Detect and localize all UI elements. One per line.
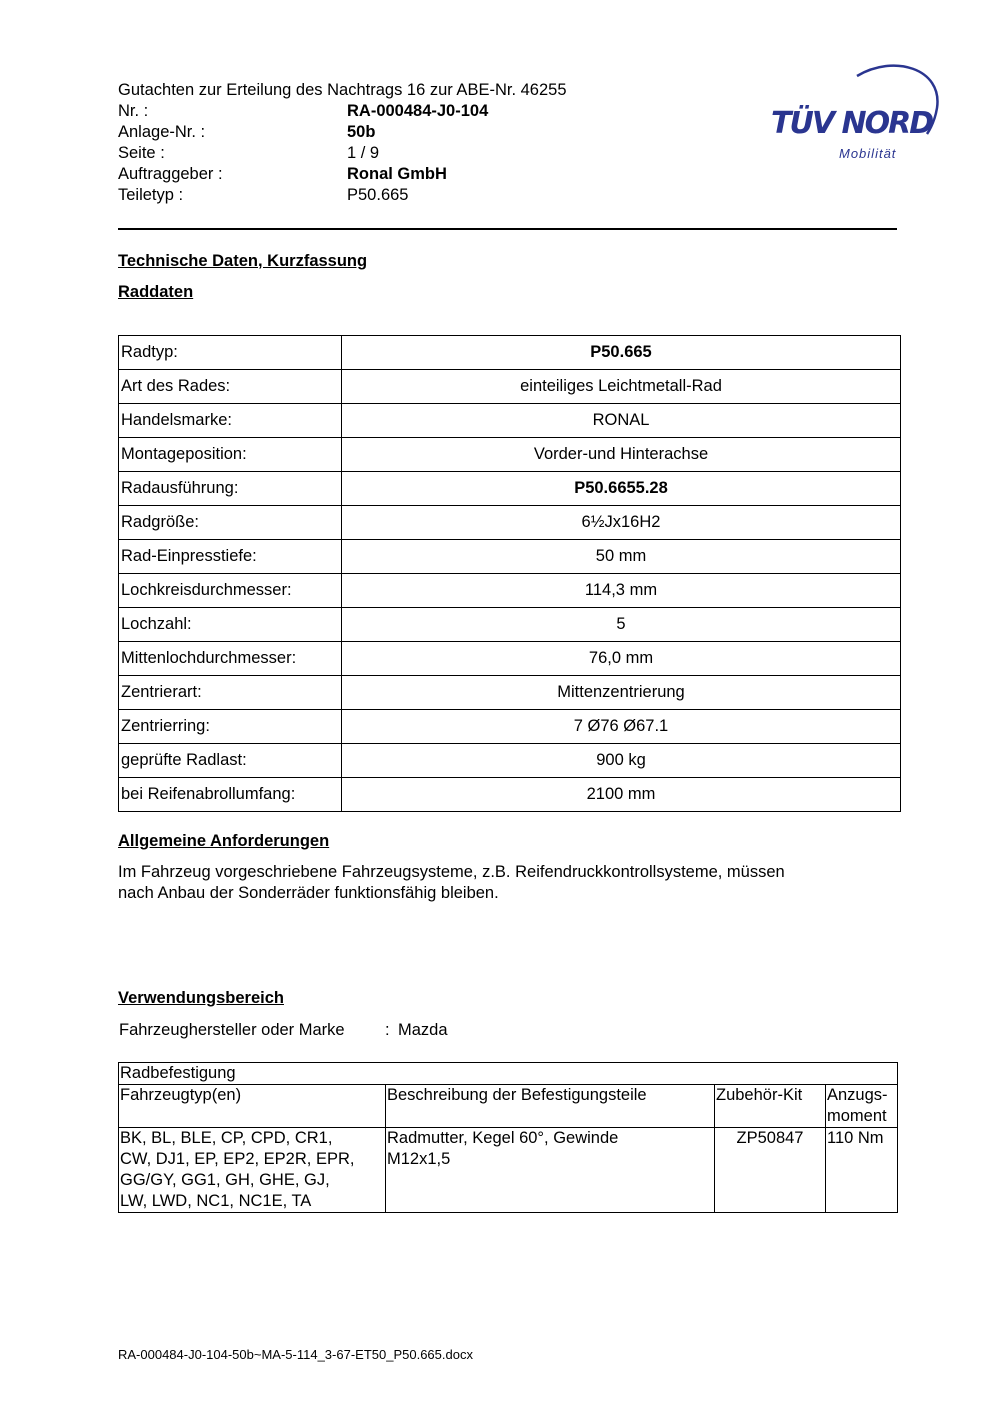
header-label: Anlage-Nr. : (118, 123, 206, 141)
header-row (118, 122, 678, 143)
header-label: Nr. : (118, 102, 149, 120)
footer-filename: RA-000484-J0-104-50b~MA-5-114_3-67-ET50_P50.665.docx (118, 1347, 473, 1362)
raddaten-row (119, 506, 901, 540)
fahrzeugtypen-line: GG/GY, GG1, GH, GHE, GJ, (120, 1171, 330, 1189)
raddaten-value: Vorder-und Hinterachse (342, 438, 901, 472)
hersteller-line (119, 1020, 448, 1041)
raddaten-value: 7 Ø76 Ø67.1 (342, 710, 901, 744)
allgemein-paragraph (118, 862, 785, 904)
section-verwendungsbereich: Verwendungsbereich (118, 989, 284, 1007)
header-row (118, 143, 678, 164)
section-raddaten: Raddaten (118, 283, 194, 301)
raddaten-value: 6½Jx16H2 (342, 506, 901, 540)
header-label: Teiletyp : (118, 186, 184, 204)
header-value: Ronal GmbH (347, 165, 447, 183)
header-value: 1 / 9 (347, 144, 380, 162)
raddaten-value: 5 (342, 608, 901, 642)
raddaten-value: 2100 mm (342, 778, 901, 812)
header-value: 50b (347, 123, 376, 141)
document-header (118, 80, 678, 206)
raddaten-label: Rad-Einpresstiefe: (119, 540, 342, 574)
raddaten-value: RONAL (342, 404, 901, 438)
col-anzugsmoment-line-1: Anzugs- (827, 1086, 888, 1104)
fahrzeugtypen-line: LW, LWD, NC1, NC1E, TA (120, 1192, 312, 1210)
raddaten-row (119, 404, 901, 438)
raddaten-value: Mittenzentrierung (342, 676, 901, 710)
raddaten-row (119, 744, 901, 778)
header-row (118, 185, 678, 206)
raddaten-value: einteiliges Leichtmetall-Rad (342, 370, 901, 404)
raddaten-row (119, 336, 901, 370)
hersteller-label: Fahrzeughersteller oder Marke (119, 1021, 345, 1039)
radbefestigung-table (118, 1062, 898, 1213)
raddaten-label: Lochkreisdurchmesser: (119, 574, 342, 608)
header-value: RA-000484-J0-104 (347, 102, 489, 120)
raddaten-label: Radtyp: (119, 336, 342, 370)
anzugsmoment-cell: 110 Nm (826, 1128, 898, 1213)
beschreibung-cell (386, 1128, 715, 1213)
raddaten-label: geprüfte Radlast: (119, 744, 342, 778)
raddaten-row (119, 370, 901, 404)
raddaten-row (119, 642, 901, 676)
raddaten-label: Zentrierart: (119, 676, 342, 710)
beschreibung-line: Radmutter, Kegel 60°, Gewinde (387, 1129, 619, 1147)
col-anzugsmoment (826, 1085, 898, 1128)
raddaten-label: Lochzahl: (119, 608, 342, 642)
raddaten-label: Mittenlochdurchmesser: (119, 642, 342, 676)
beschreibung-line: M12x1,5 (387, 1150, 451, 1168)
raddaten-value: P50.665 (342, 336, 901, 370)
logo-sub-text: Mobilität (839, 146, 897, 161)
allgemein-line-1: Im Fahrzeug vorgeschriebene Fahrzeugsysteme, z.B. Reifendruckkontrollsysteme, müssen (118, 863, 785, 881)
befestigung-data-row (119, 1128, 898, 1213)
raddaten-label: Radausführung: (119, 472, 342, 506)
befestigung-header-row (119, 1085, 898, 1128)
col-fahrzeugtyp: Fahrzeugtyp(en) (119, 1085, 386, 1128)
raddaten-label: Radgröße: (119, 506, 342, 540)
hersteller-separator: : (385, 1021, 390, 1039)
befestigung-title: Radbefestigung (119, 1063, 898, 1085)
raddaten-label: Art des Rades: (119, 370, 342, 404)
raddaten-value: 900 kg (342, 744, 901, 778)
header-row (118, 164, 678, 185)
fahrzeugtypen-line: BK, BL, BLE, CP, CPD, CR1, (120, 1129, 333, 1147)
raddaten-label: Zentrierring: (119, 710, 342, 744)
tuv-nord-logo (765, 58, 955, 168)
raddaten-value: 50 mm (342, 540, 901, 574)
header-divider (118, 228, 897, 230)
raddaten-value: P50.6655.28 (342, 472, 901, 506)
col-zubehoer-kit: Zubehör-Kit (715, 1085, 826, 1128)
raddaten-value: 114,3 mm (342, 574, 901, 608)
raddaten-label: Handelsmarke: (119, 404, 342, 438)
raddaten-row (119, 676, 901, 710)
fahrzeugtypen-cell (119, 1128, 386, 1213)
raddaten-row (119, 574, 901, 608)
befestigung-title-row (119, 1063, 898, 1085)
raddaten-row (119, 540, 901, 574)
header-label: Auftraggeber : (118, 165, 223, 183)
header-label: Seite : (118, 144, 165, 162)
raddaten-table (118, 335, 901, 812)
raddaten-row (119, 710, 901, 744)
fahrzeugtypen-line: CW, DJ1, EP, EP2, EP2R, EPR, (120, 1150, 355, 1168)
raddaten-row (119, 438, 901, 472)
raddaten-row (119, 472, 901, 506)
raddaten-row (119, 778, 901, 812)
raddaten-row (119, 608, 901, 642)
raddaten-value: 76,0 mm (342, 642, 901, 676)
hersteller-value: Mazda (398, 1021, 448, 1039)
zubehoer-kit-cell: ZP50847 (715, 1128, 826, 1213)
col-beschreibung: Beschreibung der Befestigungsteile (386, 1085, 715, 1128)
document-title: Gutachten zur Erteilung des Nachtrags 16 zur ABE-Nr. 46255 (118, 81, 567, 99)
section-allgemeine-anforderungen: Allgemeine Anforderungen (118, 832, 330, 850)
col-anzugsmoment-line-2: moment (827, 1107, 887, 1125)
raddaten-label: Montageposition: (119, 438, 342, 472)
header-value: P50.665 (347, 186, 409, 204)
raddaten-label: bei Reifenabrollumfang: (119, 778, 342, 812)
allgemein-line-2: nach Anbau der Sonderräder funktionsfähig bleiben. (118, 884, 499, 902)
section-technische-daten: Technische Daten, Kurzfassung (118, 252, 368, 270)
header-row (118, 101, 678, 122)
logo-brand-text: TÜV NORD (771, 106, 933, 141)
